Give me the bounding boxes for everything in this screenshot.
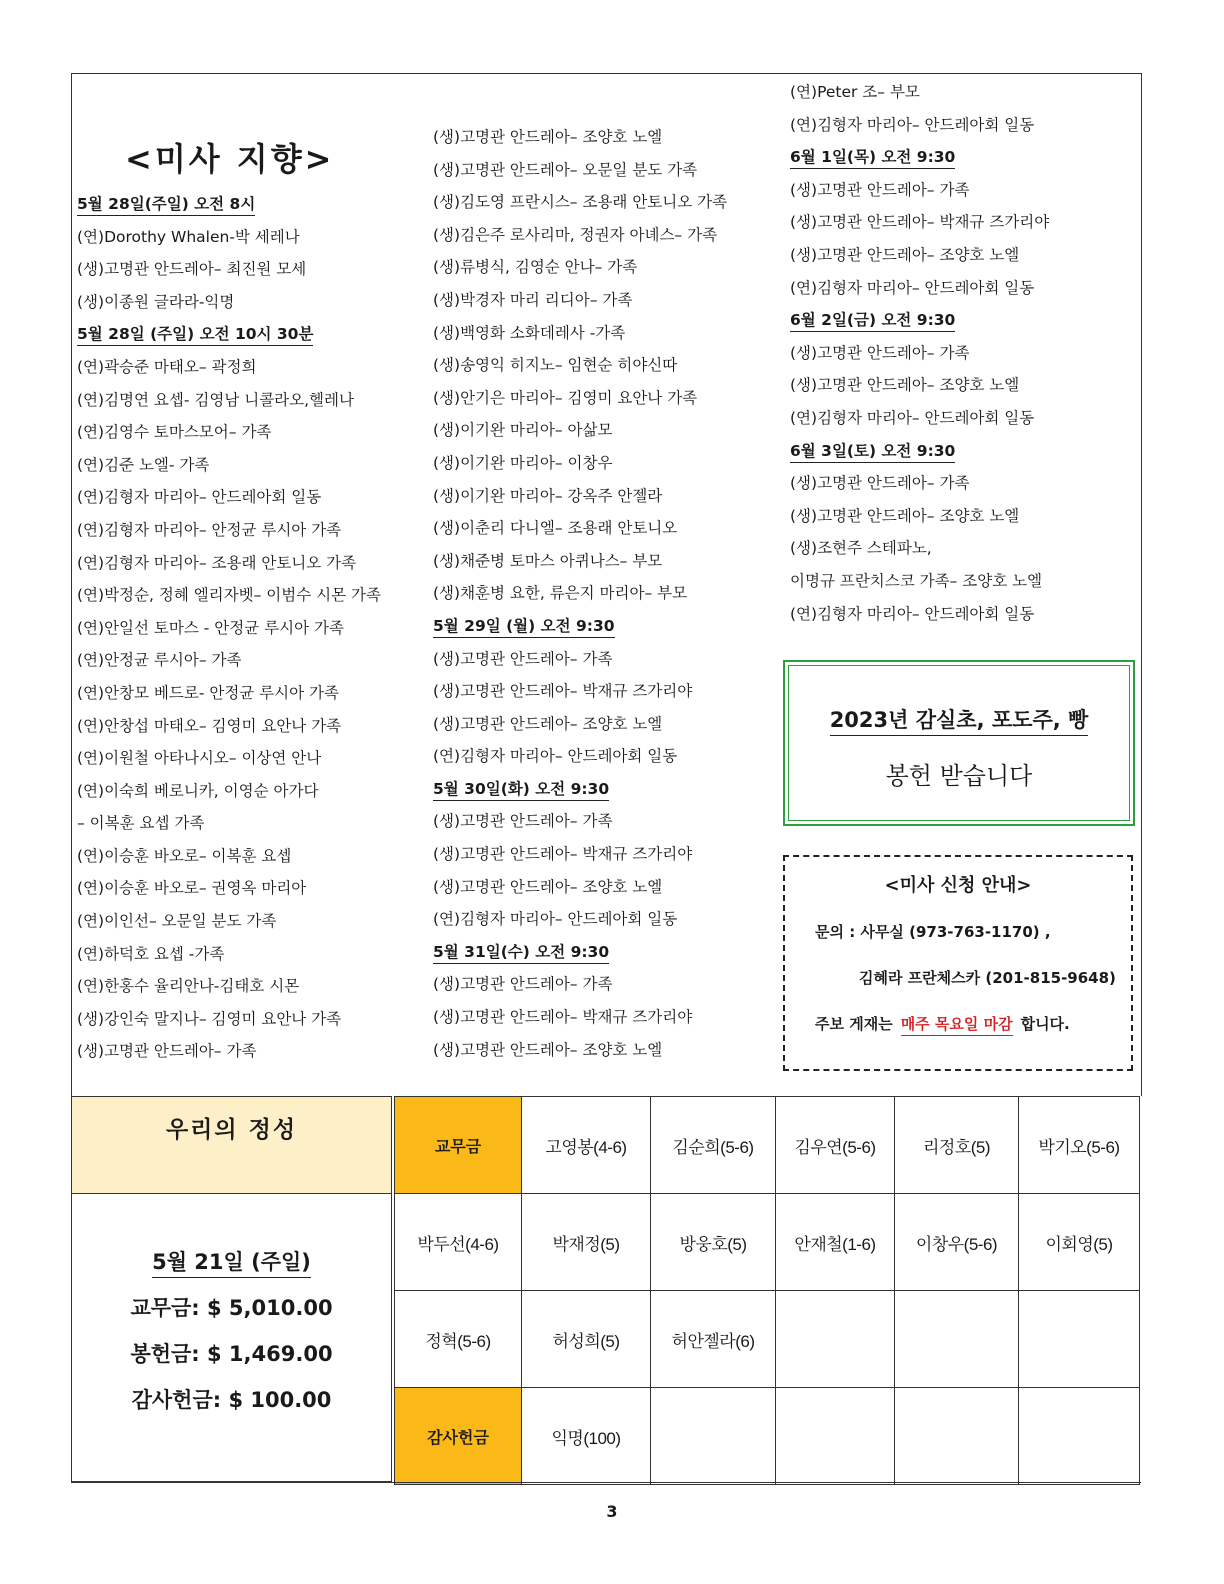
table-row — [395, 1388, 1140, 1485]
intention-line: (연)김형자 마리아– 안드레아회 일동 — [433, 747, 678, 766]
mass-request-box — [783, 855, 1133, 1071]
intention-line: (생)류병식, 김영순 안나– 가족 — [433, 258, 638, 277]
page-number: 3 — [606, 1502, 618, 1521]
donor-cell: 리정호(5) — [895, 1097, 1019, 1194]
intention-line: (생)고명관 안드레아– 오문일 분도 가족 — [433, 160, 698, 179]
intention-line: (생)고명관 안드레아– 가족 — [433, 649, 613, 668]
intention-line: (연)이원철 아타나시오– 이상연 안나 — [77, 749, 322, 768]
person-contact: 김혜라 프란체스카 (201-815-9648) — [859, 969, 1116, 987]
schedule-heading: 5월 31일(수) 오전 9:30 — [433, 936, 727, 969]
intention-line: (생)고명관 안드레아– 박재규 즈가리야 — [433, 845, 693, 864]
intention-line: (연)박정순, 정혜 엘리자벳– 이범수 시몬 가족 — [77, 586, 381, 605]
schedule-heading: 6월 1일(목) 오전 9:30 — [790, 141, 1049, 174]
intention-line: (연)Dorothy Whalen-박 세레나 — [77, 227, 300, 246]
intention-line: (생)강인숙 말지나– 김영미 요안나 가족 — [77, 1009, 342, 1028]
intention-line: (생)고명관 안드레아– 조양호 노엘 — [433, 877, 663, 896]
intention-line: (생)고명관 안드레아– 조양호 노엘 — [433, 714, 663, 733]
intention-line: (연)이승훈 바오로– 이복훈 요셉 — [77, 846, 292, 865]
intention-line: (연)김형자 마리아– 안정균 루시아 가족 — [77, 520, 342, 539]
schedule-heading: 6월 2일(금) 오전 9:30 — [790, 304, 1049, 337]
donor-table — [394, 1096, 1140, 1485]
donor-cell: 허성희(5) — [522, 1291, 651, 1388]
intention-line: (연)김형자 마리아– 안드레아회 일동 — [790, 604, 1035, 623]
donor-cell — [1019, 1388, 1140, 1485]
intention-line: (연)안일선 토마스 - 안정균 루시아 가족 — [77, 618, 344, 637]
donor-cell — [895, 1291, 1019, 1388]
intention-line: (연)이인선– 오문일 분도 가족 — [77, 912, 277, 931]
intention-line: (생)박경자 마리 리디아– 가족 — [433, 290, 633, 309]
intention-line: (연)한홍수 율리안나-김태호 시몬 — [77, 977, 300, 996]
intention-line: (생)송영익 히지노– 임현순 히야신따 — [433, 356, 678, 375]
schedule-heading: 5월 28일 (주일) 오전 10시 30분 — [77, 318, 381, 351]
deadline-suffix: 합니다. — [1020, 1015, 1070, 1033]
intention-line: (생)고명관 안드레아– 박재규 즈가리야 — [433, 1008, 693, 1027]
intention-line: (연)안창섭 마태오– 김영미 요안나 가족 — [77, 716, 342, 735]
table-row — [395, 1194, 1140, 1291]
intention-line: (생)이기완 마리아– 아삶모 — [433, 421, 613, 440]
offering-heading: 우리의 정성 — [72, 1097, 391, 1194]
donor-cell: 박재정(5) — [522, 1194, 651, 1291]
offering-date: 5월 21일 (주일) — [152, 1250, 311, 1278]
donor-cell: 이창우(5-6) — [895, 1194, 1019, 1291]
schedule-heading: 6월 3일(토) 오전 9:30 — [790, 435, 1049, 468]
notice-subtitle: 봉헌 받습니다 — [885, 762, 1033, 790]
deadline-note — [815, 1013, 1070, 1034]
intention-line: (연)김형자 마리아– 조용래 안토니오 가족 — [77, 553, 357, 572]
donor-cell — [1019, 1291, 1140, 1388]
intention-line: (생)고명관 안드레아– 가족 — [433, 975, 613, 994]
intention-line: (생)이춘리 다니엘– 조용래 안토니오 — [433, 519, 678, 538]
intention-line: (연)하덕호 요셉 -가족 — [77, 944, 225, 963]
page-title: <미사 지향> — [125, 140, 335, 178]
intention-line: (생)이기완 마리아– 강옥주 안젤라 — [433, 486, 663, 505]
intention-line: (연)김영수 토마스모어– 가족 — [77, 423, 272, 442]
intention-line: (연)김준 노엘- 가족 — [77, 455, 210, 474]
intention-column-1 — [77, 188, 381, 1068]
donor-cell — [776, 1291, 895, 1388]
donor-cell — [651, 1388, 776, 1485]
offering-line-collection: 봉헌금: $ 1,469.00 — [130, 1342, 333, 1366]
intention-line: (연)이숙희 베로니카, 이영순 아가다 — [77, 781, 319, 800]
donor-cell — [895, 1388, 1019, 1485]
intention-line: (생)고명관 안드레아– 박재규 즈가리야 — [790, 213, 1050, 232]
donor-cell: 정혁(5-6) — [395, 1291, 522, 1388]
donor-cell: 방웅호(5) — [651, 1194, 776, 1291]
notice-title: 2023년 감실초, 포도주, 빵 — [830, 708, 1089, 736]
intention-line: (연)곽승준 마태오– 곽정희 — [77, 357, 257, 376]
donor-cell: 박기오(5-6) — [1019, 1097, 1140, 1194]
donor-cell: 김우연(5-6) — [776, 1097, 895, 1194]
intention-line: – 이복훈 요셉 가족 — [77, 814, 205, 833]
offering-summary — [71, 1096, 392, 1482]
intention-line: (연)안창모 베드로- 안정균 루시아 가족 — [77, 683, 339, 702]
office-contact: 문의 : 사무실 (973-763-1170) , — [815, 923, 1051, 941]
intention-line: (생)채준병 토마스 아퀴나스– 부모 — [433, 551, 663, 570]
schedule-heading: 5월 29일 (월) 오전 9:30 — [433, 610, 727, 643]
offering-line-dues: 교무금: $ 5,010.00 — [130, 1296, 333, 1320]
donor-cell: 허안젤라(6) — [651, 1291, 776, 1388]
offering-notice-box — [783, 660, 1135, 826]
table-row — [395, 1097, 1140, 1194]
intention-line: (생)고명관 안드레아– 조양호 노엘 — [790, 506, 1020, 525]
intention-line: (연)안정균 루시아– 가족 — [77, 651, 242, 670]
category-cell: 감사헌금 — [395, 1388, 522, 1485]
deadline-prefix: 주보 게재는 — [815, 1015, 893, 1033]
intention-line: (생)백영화 소화데레사 -가족 — [433, 323, 626, 342]
intention-column-3 — [790, 76, 1049, 630]
mass-request-title: <미사 신청 안내> — [884, 875, 1032, 896]
donor-cell: 김순희(5-6) — [651, 1097, 776, 1194]
intention-line: (생)고명관 안드레아– 조양호 노엘 — [433, 1040, 663, 1059]
intention-line: (생)김은주 로사리마, 정권자 아녜스– 가족 — [433, 225, 718, 244]
intention-line: (연)김명연 요셉- 김영남 니콜라오,헬레나 — [77, 390, 354, 409]
intention-line: 이명규 프란치스코 가족– 조양호 노엘 — [790, 571, 1043, 590]
donor-cell: 박두선(4-6) — [395, 1194, 522, 1291]
donor-cell: 안재철(1-6) — [776, 1194, 895, 1291]
intention-line: (생)고명관 안드레아– 조양호 노엘 — [790, 376, 1020, 395]
intention-line: (생)김도영 프란시스– 조용래 안토니오 가족 — [433, 193, 728, 212]
deadline-highlight: 매주 목요일 마감 — [901, 1015, 1013, 1036]
intention-line: (생)안기은 마리아– 김영미 요안나 가족 — [433, 388, 698, 407]
intention-line: (연)김형자 마리아– 안드레아회 일동 — [790, 115, 1035, 134]
schedule-heading: 5월 30일(화) 오전 9:30 — [433, 773, 727, 806]
intention-column-2 — [433, 121, 727, 1066]
intention-line: (연)김형자 마리아– 안드레아회 일동 — [433, 910, 678, 929]
intention-line: (연)김형자 마리아– 안드레아회 일동 — [790, 278, 1035, 297]
intention-line: (생)고명관 안드레아– 가족 — [790, 474, 970, 493]
intention-line: (생)고명관 안드레아– 조양호 노엘 — [790, 245, 1020, 264]
intention-line: (연)김형자 마리아– 안드레아회 일동 — [790, 408, 1035, 427]
donor-cell — [776, 1388, 895, 1485]
intention-line: (생)고명관 안드레아– 최진원 모세 — [77, 260, 307, 279]
intention-line: (생)조현주 스테파노, — [790, 539, 932, 558]
donor-cell: 고영봉(4-6) — [522, 1097, 651, 1194]
offering-line-thanks: 감사헌금: $ 100.00 — [131, 1388, 332, 1412]
intention-line: (생)이기완 마리아– 이창우 — [433, 453, 613, 472]
intention-line: (생)고명관 안드레아– 가족 — [77, 1042, 257, 1061]
category-cell: 교무금 — [395, 1097, 522, 1194]
intention-line: (연)김형자 마리아– 안드레아회 일동 — [77, 488, 322, 507]
intention-line: (생)고명관 안드레아– 박재규 즈가리야 — [433, 682, 693, 701]
table-row — [395, 1291, 1140, 1388]
intention-line: (연)이승훈 바오로– 권영옥 마리아 — [77, 879, 307, 898]
donor-cell: 익명(100) — [522, 1388, 651, 1485]
intention-line: (생)고명관 안드레아– 가족 — [790, 180, 970, 199]
intention-line: (생)이종원 글라라-익명 — [77, 292, 235, 311]
bottom-rule — [71, 1482, 1141, 1483]
intention-line: (생)고명관 안드레아– 조양호 노엘 — [433, 128, 663, 146]
intention-line: (연)Peter 조– 부모 — [790, 83, 920, 101]
intention-line: (생)고명관 안드레아– 가족 — [433, 812, 613, 831]
intention-line: (생)고명관 안드레아– 가족 — [790, 343, 970, 362]
schedule-heading: 5월 28일(주일) 오전 8시 — [77, 188, 381, 221]
intention-line: (생)채훈병 요한, 류은지 마리아– 부모 — [433, 584, 688, 603]
donor-cell: 이회영(5) — [1019, 1194, 1140, 1291]
